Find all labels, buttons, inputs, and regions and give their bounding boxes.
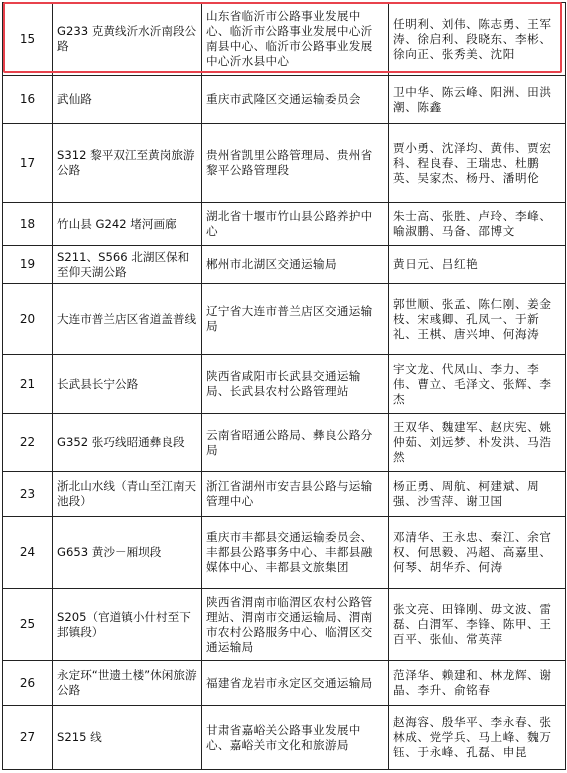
row-number: 21 [3, 355, 53, 414]
table-row [3, 517, 566, 589]
personnel-names: 卫中华、陈云峰、阳洲、田洪潮、陈鑫 [389, 76, 566, 124]
row-number: 27 [3, 706, 53, 770]
route-name: S211、S566 北湖区保和至仰天湖公路 [53, 246, 202, 284]
personnel-names: 邓清华、王永忠、秦江、余官权、何思毅、冯超、高嘉里、何琴、胡华乔、何涛 [389, 517, 566, 589]
row-number: 25 [3, 589, 53, 661]
route-name: G233 克黄线沂水沂南段公路 [53, 3, 202, 76]
responsible-unit: 重庆市丰都县交通运输委员会、丰都县公路事务中心、丰都县融媒体中心、丰都县文旅集团 [202, 517, 389, 589]
route-name: 大连市普兰店区省道盖普线 [53, 284, 202, 355]
responsible-unit: 福建省龙岩市永定区交通运输局 [202, 661, 389, 706]
table-row [3, 246, 566, 284]
table-row [3, 661, 566, 706]
personnel-names: 张文亮、田锋刚、毋文波、雷磊、白渭军、李锋、陈甲、王百平、张仙、常英萍 [389, 589, 566, 661]
route-name: 竹山县 G242 堵河画廊 [53, 203, 202, 246]
personnel-names: 宇文龙、代凤山、李力、李伟、曹立、毛泽文、张辉、李杰 [389, 355, 566, 414]
table-row [3, 706, 566, 770]
table-row [3, 414, 566, 472]
row-number: 16 [3, 76, 53, 124]
row-number: 17 [3, 124, 53, 203]
personnel-names: 郭世顺、张孟、陈仁刚、姜金枝、宋彧卿、孔凤一、于新礼、王棋、唐兴坤、何海涛 [389, 284, 566, 355]
personnel-names: 王双华、魏建军、赵庆宪、姚仲茹、刘远梦、朴发洪、马浩然 [389, 414, 566, 472]
responsible-unit: 甘肃省嘉峪关公路事业发展中心、嘉峪关市文化和旅游局 [202, 706, 389, 770]
responsible-unit: 重庆市武隆区交通运输委员会 [202, 76, 389, 124]
row-number: 24 [3, 517, 53, 589]
responsible-unit: 湖北省十堰市竹山县公路养护中心 [202, 203, 389, 246]
table-row [3, 76, 566, 124]
table-row [3, 355, 566, 414]
personnel-names: 任明利、刘伟、陈志勇、王军涛、徐启利、段晓东、李彬、徐向正、张秀美、沈阳 [389, 3, 566, 76]
route-name: S215 线 [53, 706, 202, 770]
personnel-names: 赵海容、殷华平、李永春、张林成、党学兵、马上峰、魏万钰、于永峰、孔磊、申昆 [389, 706, 566, 770]
row-number: 22 [3, 414, 53, 472]
row-number: 23 [3, 472, 53, 517]
table-row [3, 124, 566, 203]
personnel-names: 黄日元、吕红艳 [389, 246, 566, 284]
responsible-unit: 云南省昭通公路局、彝良公路分局 [202, 414, 389, 472]
table-row [3, 472, 566, 517]
route-name: S205（官道镇小什村至下邽镇段） [53, 589, 202, 661]
row-number: 18 [3, 203, 53, 246]
responsible-unit: 山东省临沂市公路事业发展中心、临沂市公路事业发展中心沂南县中心、临沂市公路事业发展中心沂水县中心 [202, 3, 389, 76]
table-row [3, 284, 566, 355]
row-number: 19 [3, 246, 53, 284]
table-row [3, 589, 566, 661]
route-name: 武仙路 [53, 76, 202, 124]
award-table [2, 2, 566, 770]
personnel-names: 朱士高、张胜、卢玲、李峰、喻淑鹏、马备、邵博文 [389, 203, 566, 246]
route-name: S312 黎平双江至黄岗旅游公路 [53, 124, 202, 203]
responsible-unit: 陕西省渭南市临渭区农村公路管理站、渭南市交通运输局、渭南市农村公路服务中心、临渭区交通运输局 [202, 589, 389, 661]
responsible-unit: 郴州市北湖区交通运输局 [202, 246, 389, 284]
row-number: 20 [3, 284, 53, 355]
route-name: 长武县长宁公路 [53, 355, 202, 414]
responsible-unit: 辽宁省大连市普兰店区交通运输局 [202, 284, 389, 355]
responsible-unit: 浙江省湖州市安吉县公路与运输管理中心 [202, 472, 389, 517]
responsible-unit: 陕西省咸阳市长武县交通运输局、长武县农村公路管理站 [202, 355, 389, 414]
row-number: 15 [3, 3, 53, 76]
responsible-unit: 贵州省凯里公路管理局、贵州省黎平公路管理段 [202, 124, 389, 203]
personnel-names: 贾小勇、沈泽均、黄伟、贾宏科、程良春、王瑞忠、杜鹏英、吴家杰、杨丹、潘明伦 [389, 124, 566, 203]
route-name: G352 张巧线昭通彝良段 [53, 414, 202, 472]
table-row [3, 203, 566, 246]
row-number: 26 [3, 661, 53, 706]
table-row [3, 3, 566, 76]
route-name: 浙北山水线（青山至江南天池段） [53, 472, 202, 517]
personnel-names: 范泽华、赖建和、林龙辉、谢晶、李升、俞铭春 [389, 661, 566, 706]
route-name: G653 黄沙－厢坝段 [53, 517, 202, 589]
route-name: 永定环“世遗土楼”休闲旅游公路 [53, 661, 202, 706]
personnel-names: 杨正勇、周航、柯建斌、周强、沙雪萍、谢卫国 [389, 472, 566, 517]
